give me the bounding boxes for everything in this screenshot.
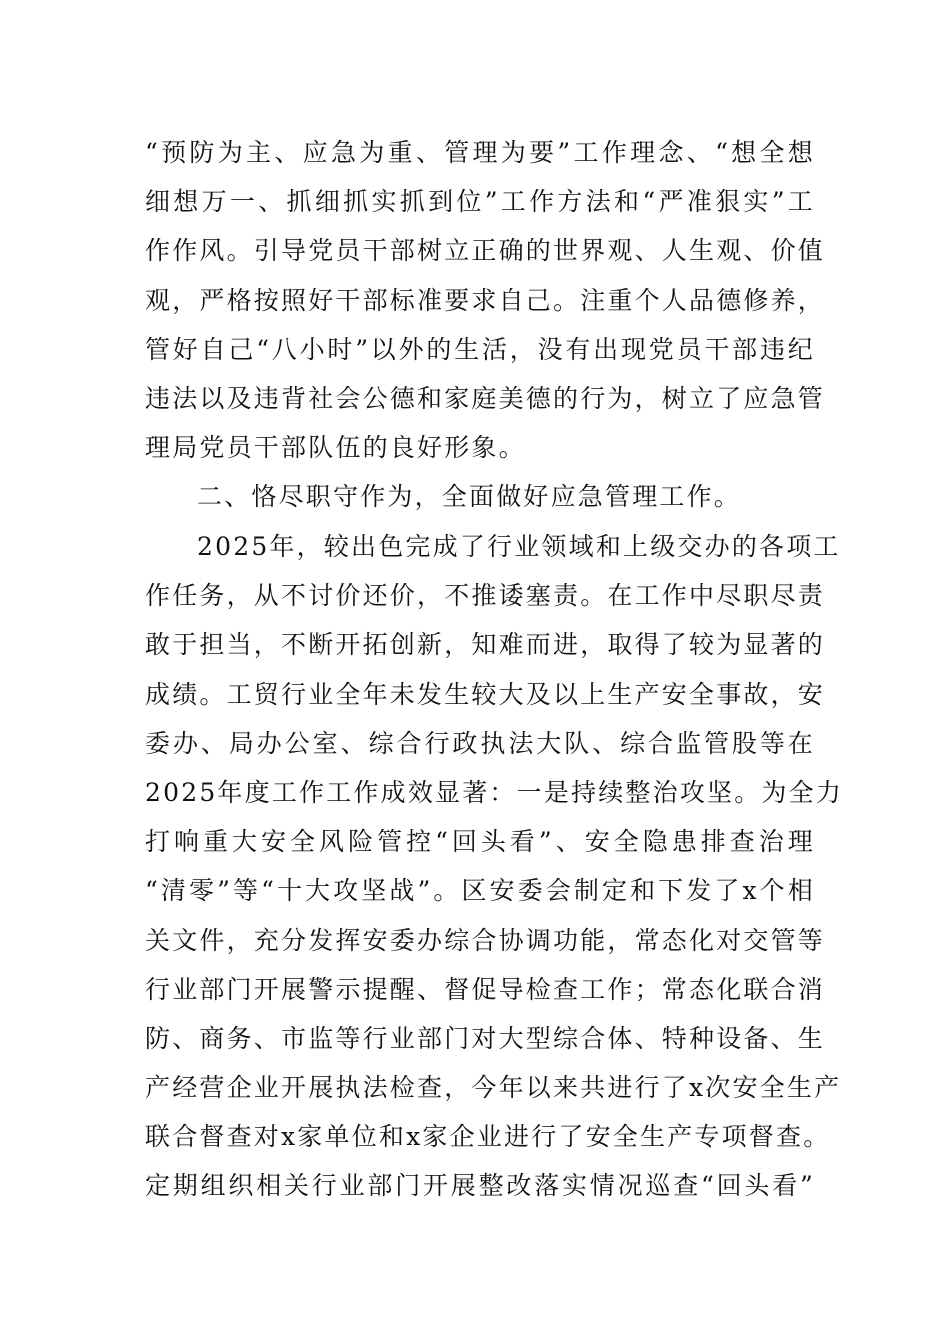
text-line: 行业部门开展警示提醒、督促导检查工作；常态化联合消 xyxy=(145,974,826,1004)
text-line: 联合督查对x家单位和x家企业进行了安全生产专项督查。 xyxy=(145,1122,831,1152)
text-line: “清零”等“十大攻坚战”。区安委会制定和下发了x个相 xyxy=(145,876,815,906)
text-line: 作任务，从不讨价还价，不推诿塞责。在工作中尽职尽责 xyxy=(145,581,826,611)
paragraph-1 xyxy=(145,128,826,522)
text-line: 2025年，较出色完成了行业领域和上级交办的各项工 xyxy=(197,532,841,561)
text-line: 观，严格按照好干部标准要求自己。注重个人品德修养， xyxy=(145,285,826,315)
text-line: 管好自己“八小时”以外的生活，没有出现党员干部违纪 xyxy=(145,334,815,364)
text-line: 违法以及违背社会公德和家庭美德的行为，树立了应急管 xyxy=(145,383,826,413)
text-line: 委办、局办公室、综合行政执法大队、综合监管股等在 xyxy=(145,728,815,758)
text-line: 定期组织相关行业部门开展整改落实情况巡查“回头看” xyxy=(145,1171,815,1201)
text-line: 成绩。工贸行业全年未发生较大及以上生产安全事故，安 xyxy=(145,679,826,709)
text-line: 细想万一、抓细抓实抓到位”工作方法和“严准狠实”工 xyxy=(145,187,815,217)
text-line: “预防为主、应急为重、管理为要”工作理念、“想全想 xyxy=(145,138,815,167)
paragraph-2 xyxy=(145,522,844,1211)
text-line: 敢于担当，不断开拓创新，知难而进，取得了较为显著的 xyxy=(145,630,826,660)
text-line: 2025年度工作工作成效显著：一是持续整治攻坚。为全力 xyxy=(145,777,844,807)
text-line: 产经营企业开展执法检查，今年以来共进行了x次安全生产 xyxy=(145,1073,842,1103)
text-line: 理局党员干部队伍的良好形象。 xyxy=(145,433,526,463)
text-line: 防、商务、市监等行业部门对大型综合体、特种设备、生 xyxy=(145,1023,826,1053)
section-heading: 二、恪尽职守作为，全面做好应急管理工作。 xyxy=(197,482,742,512)
text-line: 关文件，充分发挥安委办综合协调功能，常态化对交管等 xyxy=(145,925,826,955)
text-line: 作作风。引导党员干部树立正确的世界观、人生观、价值 xyxy=(145,236,826,266)
text-line: 打响重大安全风险管控“回头看”、安全隐患排查治理 xyxy=(145,827,815,857)
